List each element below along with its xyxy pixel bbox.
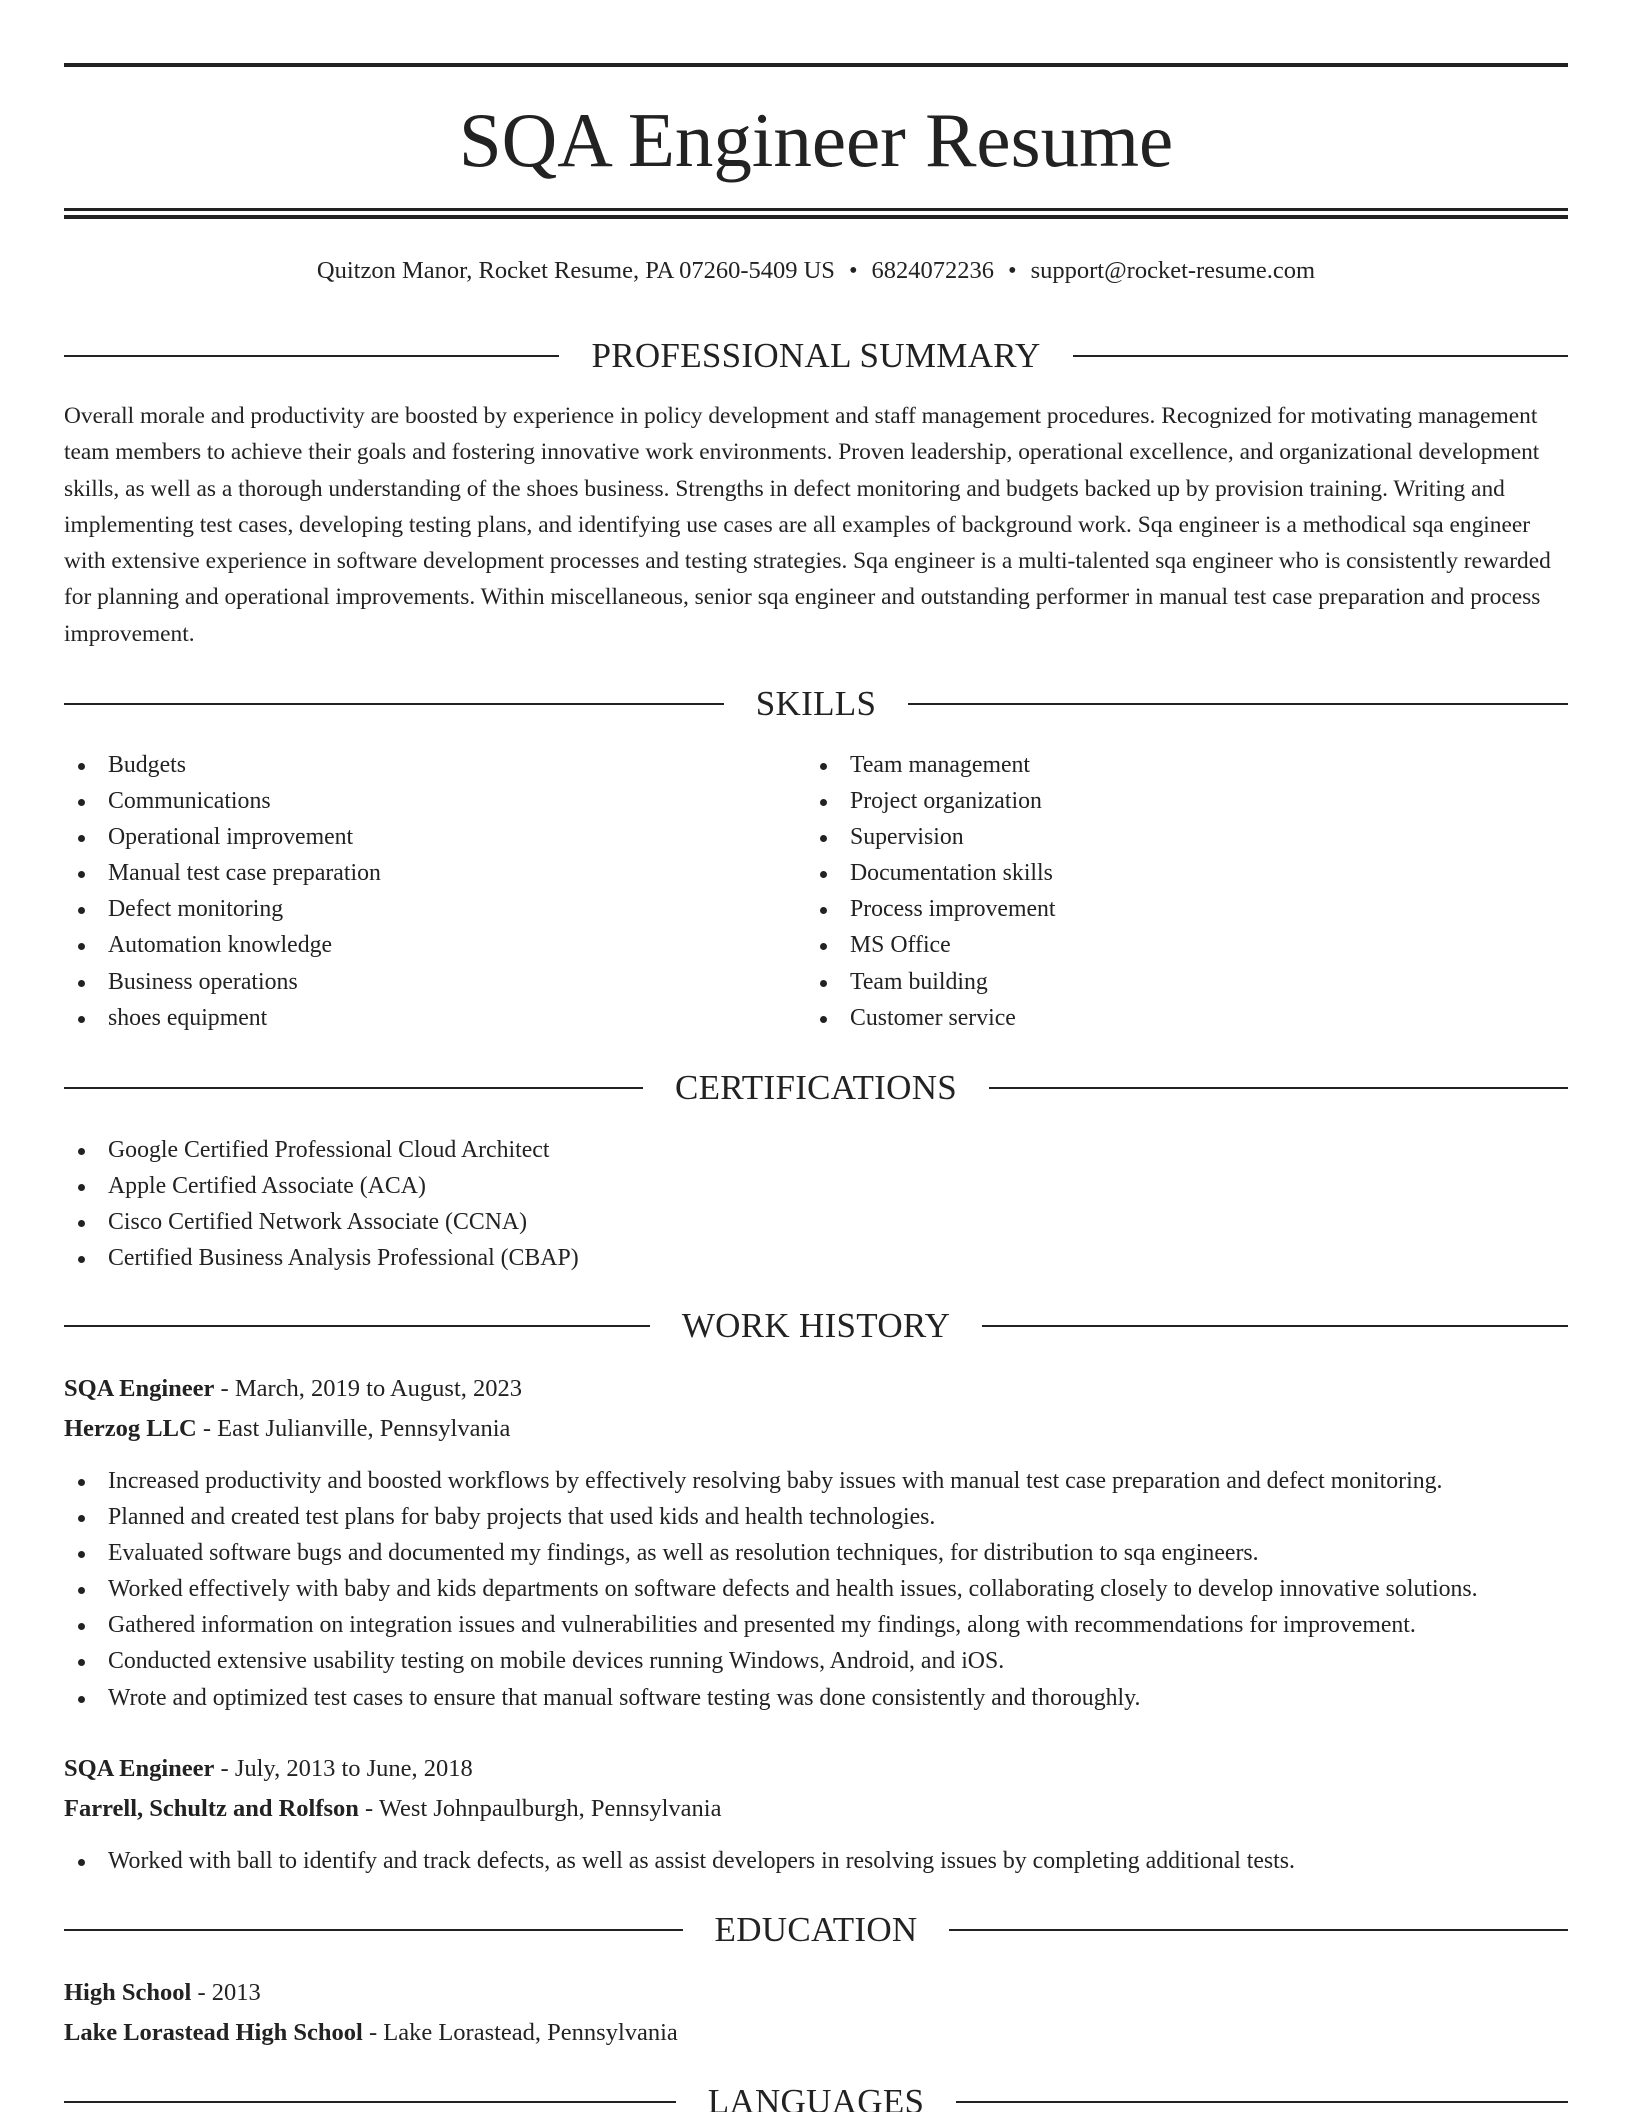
contact-email: support@rocket-resume.com bbox=[1030, 257, 1316, 284]
contact-line bbox=[64, 255, 1568, 287]
job-dates: March, 2019 to August, 2023 bbox=[234, 1375, 523, 1402]
dash: - bbox=[362, 2019, 384, 2046]
contact-address: Quitzon Manor, Rocket Resume, PA 07260-5409 US bbox=[316, 257, 835, 284]
dash: - bbox=[214, 1755, 235, 1782]
job-location: East Julianville, Pennsylvania bbox=[217, 1415, 511, 1442]
job-company: Farrell, Schultz and Rolfson bbox=[64, 1795, 359, 1822]
heading-rule bbox=[982, 1325, 1568, 1327]
job-bullet: Gathered information on integration issues and vulnerabilities and presented my findings, along with recommendations for improvement. bbox=[64, 1607, 1568, 1643]
section-heading-education bbox=[64, 1908, 1568, 1952]
skill-item: Communications bbox=[64, 783, 804, 819]
contact-phone: 6824072236 bbox=[871, 257, 995, 284]
section-title: PROFESSIONAL SUMMARY bbox=[591, 336, 1041, 375]
section-title: SKILLS bbox=[755, 684, 877, 723]
skill-item: Manual test case preparation bbox=[64, 855, 804, 891]
section-heading-certifications bbox=[64, 1066, 1568, 1110]
job-bullets bbox=[64, 1463, 1568, 1716]
job-location: West Johnpaulburgh, Pennsylvania bbox=[378, 1795, 722, 1822]
heading-rule bbox=[64, 1325, 650, 1327]
skill-item: Team building bbox=[806, 964, 1546, 1000]
section-title: EDUCATION bbox=[714, 1910, 918, 1949]
dash: - bbox=[214, 1375, 235, 1402]
skill-item: shoes equipment bbox=[64, 1000, 804, 1036]
certification-item: Apple Certified Associate (ACA) bbox=[64, 1168, 1568, 1204]
skill-item: Customer service bbox=[806, 1000, 1546, 1036]
certifications-list bbox=[64, 1132, 1568, 1276]
education-degree: High School bbox=[64, 1979, 192, 2006]
skill-item: MS Office bbox=[806, 927, 1546, 963]
skill-item: Defect monitoring bbox=[64, 891, 804, 927]
section-heading-skills bbox=[64, 682, 1568, 726]
skill-item: Budgets bbox=[64, 747, 804, 783]
job-bullets bbox=[64, 1843, 1568, 1879]
skill-item: Supervision bbox=[806, 819, 1546, 855]
heading-rule bbox=[64, 355, 559, 357]
skill-item: Project organization bbox=[806, 783, 1546, 819]
dash: - bbox=[196, 1415, 218, 1442]
skill-item: Operational improvement bbox=[64, 819, 804, 855]
education-school-line bbox=[64, 2015, 1568, 2051]
job-bullet: Increased productivity and boosted workflows by effectively resolving baby issues with manual test case preparation and defect monitoring. bbox=[64, 1463, 1568, 1499]
header-top-rule bbox=[64, 63, 1568, 67]
skills-list-right bbox=[806, 747, 1546, 1036]
job-dates: July, 2013 to June, 2018 bbox=[234, 1755, 473, 1782]
education-year: 2013 bbox=[211, 1979, 261, 2006]
certification-item: Cisco Certified Network Associate (CCNA) bbox=[64, 1204, 1568, 1240]
skill-item: Automation knowledge bbox=[64, 927, 804, 963]
job-company: Herzog LLC bbox=[64, 1415, 197, 1442]
job-bullet: Worked with ball to identify and track defects, as well as assist developers in resolving issues by completing additional tests. bbox=[64, 1843, 1568, 1879]
certification-item: Certified Business Analysis Professional (CBAP) bbox=[64, 1240, 1568, 1276]
heading-rule bbox=[64, 1929, 683, 1931]
summary-text: Overall morale and productivity are boosted by experience in policy development and staff management procedures. Recognized for motivating management team members to achieve their goals and fostering innovative work environments. Proven leadership, operational excellence, and organizational development skills, as well as a thorough understanding of the shoes business. Strengths in defect monitoring and budgets backed up by provision training. Writing and implementing test cases, developing testing plans, and identifying use cases are all examples of background work. Sqa engineer is a methodical sqa engineer with extensive experience in software development processes and testing strategies. Sqa engineer is a multi-talented sqa engineer who is consistently rewarded for planning and operational improvements. Within miscellaneous, senior sqa engineer and outstanding performer in manual test case preparation and process improvement. bbox=[64, 403, 1551, 647]
education-location: Lake Lorastead, Pennsylvania bbox=[383, 2019, 678, 2046]
dash: - bbox=[358, 1795, 379, 1822]
heading-rule bbox=[1073, 355, 1568, 357]
skill-item: Documentation skills bbox=[806, 855, 1546, 891]
dash: - bbox=[191, 1979, 212, 2006]
heading-rule bbox=[64, 703, 724, 705]
job-title: SQA Engineer bbox=[64, 1755, 215, 1782]
heading-rule bbox=[956, 2101, 1568, 2103]
education-school: Lake Lorastead High School bbox=[64, 2019, 363, 2046]
job-bullet: Planned and created test plans for baby projects that used kids and health technologies. bbox=[64, 1499, 1568, 1535]
contact-separator: • bbox=[1008, 257, 1017, 284]
heading-rule bbox=[64, 2101, 676, 2103]
heading-rule bbox=[949, 1929, 1568, 1931]
skill-item: Team management bbox=[806, 747, 1546, 783]
certification-item: Google Certified Professional Cloud Architect bbox=[64, 1132, 1568, 1168]
job-company-line bbox=[64, 1791, 1568, 1827]
heading-rule bbox=[989, 1087, 1568, 1089]
job-title-line bbox=[64, 1751, 1568, 1787]
section-title: WORK HISTORY bbox=[681, 1306, 951, 1345]
job-company-line bbox=[64, 1411, 1568, 1447]
contact-separator: • bbox=[848, 257, 858, 284]
job-bullet: Evaluated software bugs and documented my findings, as well as resolution techniques, for distribution to sqa engineers. bbox=[64, 1535, 1568, 1571]
job-title-line bbox=[64, 1371, 1568, 1407]
heading-rule bbox=[908, 703, 1568, 705]
section-title: LANGUAGES bbox=[707, 2082, 925, 2112]
job-title: SQA Engineer bbox=[64, 1375, 215, 1402]
skill-item: Process improvement bbox=[806, 891, 1546, 927]
job-bullet: Wrote and optimized test cases to ensure that manual software testing was done consistently and thoroughly. bbox=[64, 1680, 1568, 1716]
section-heading-work bbox=[64, 1304, 1568, 1348]
section-title: CERTIFICATIONS bbox=[674, 1068, 958, 1107]
page-title: SQA Engineer Resume bbox=[458, 97, 1174, 183]
skill-item: Business operations bbox=[64, 964, 804, 1000]
heading-rule bbox=[64, 1087, 643, 1089]
skills-list-left bbox=[64, 747, 804, 1036]
section-heading-summary bbox=[64, 334, 1568, 378]
header-double-rule bbox=[64, 208, 1568, 219]
education-degree-line bbox=[64, 1975, 1568, 2011]
job-bullet: Worked effectively with baby and kids departments on software defects and health issues, collaborating closely to develop innovative solutions. bbox=[64, 1571, 1568, 1607]
job-bullet: Conducted extensive usability testing on mobile devices running Windows, Android, and iOS. bbox=[64, 1643, 1568, 1679]
section-heading-languages bbox=[64, 2080, 1568, 2112]
